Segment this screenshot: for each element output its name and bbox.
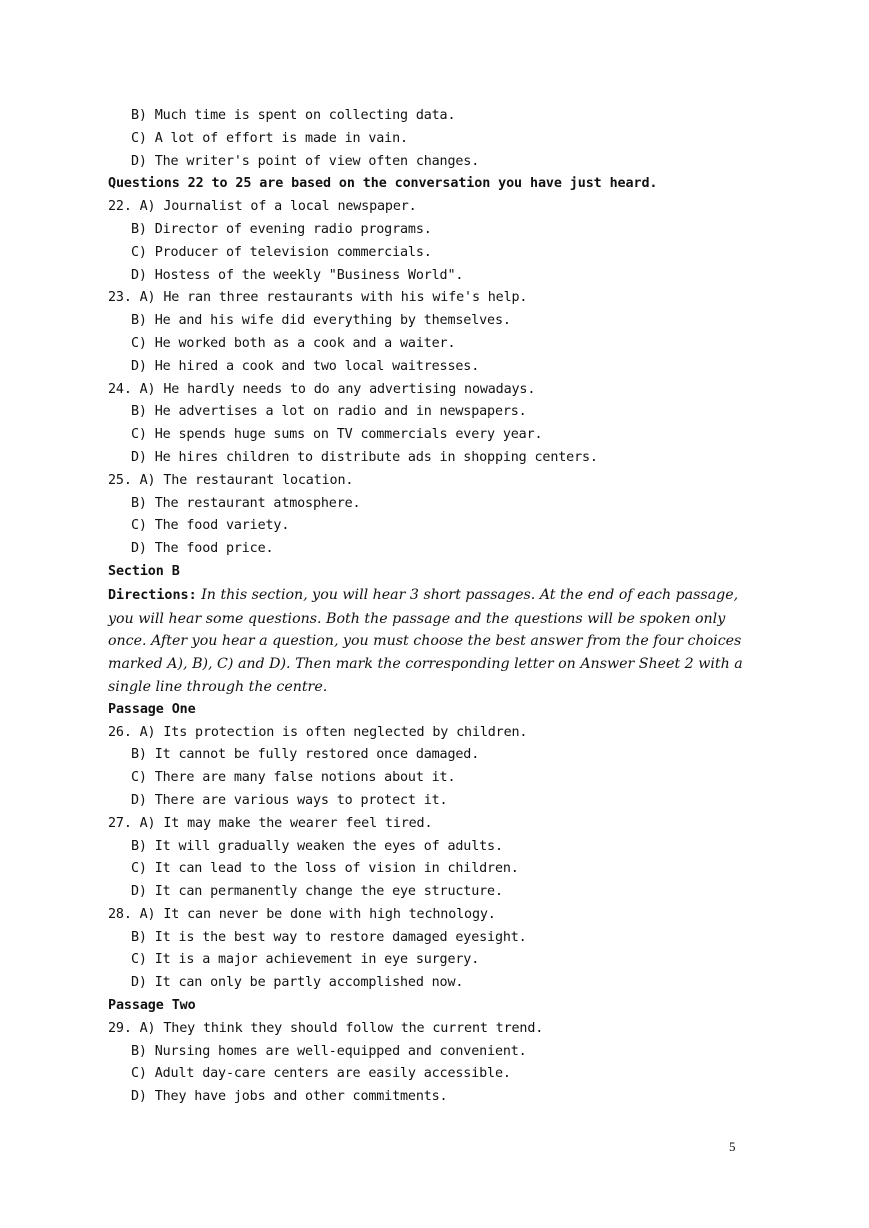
question-26-option-a: 26. A) Its protection is often neglected by children. xyxy=(108,724,528,740)
question-26-option-d: D) There are various ways to protect it. xyxy=(131,792,448,808)
page-number: 5 xyxy=(729,1139,736,1154)
section-b-title: Section B xyxy=(108,563,180,579)
question-25-option-c: C) The food variety. xyxy=(131,518,290,534)
question-29-option-b: B) Nursing homes are well-equipped and convenient. xyxy=(131,1043,527,1059)
question-29-option-c: C) Adult day-care centers are easily accessible. xyxy=(131,1066,511,1082)
question-28-option-b: B) It is the best way to restore damaged eyesight. xyxy=(131,929,527,945)
option-21-c: C) A lot of effort is made in vain. xyxy=(131,130,408,146)
question-23-option-a: 23. A) He ran three restaurants with his wife's help. xyxy=(108,290,528,306)
question-24-option-a: 24. A) He hardly needs to do any advertising nowadays. xyxy=(108,381,536,397)
directions-label: Directions: xyxy=(108,587,197,603)
question-24-option-c: C) He spends huge sums on TV commercials every year. xyxy=(131,427,543,443)
question-22-option-c: C) Producer of television commercials. xyxy=(131,244,432,260)
exam-page xyxy=(108,105,808,1109)
question-25-option-d: D) The food price. xyxy=(131,541,274,557)
question-22-option-b: B) Director of evening radio programs. xyxy=(131,221,432,237)
passage-one-title: Passage One xyxy=(108,701,196,717)
question-25-option-b: B) The restaurant atmosphere. xyxy=(131,495,361,511)
question-27-option-b: B) It will gradually weaken the eyes of adults. xyxy=(131,838,503,854)
section-b-directions xyxy=(108,584,768,699)
option-21-d: D) The writer's point of view often changes. xyxy=(131,153,480,169)
question-27-option-d: D) It can permanently change the eye structure. xyxy=(131,884,503,900)
question-26-option-c: C) There are many false notions about it. xyxy=(131,770,456,786)
question-23-option-d: D) He hired a cook and two local waitresses. xyxy=(131,358,480,374)
passage-two-title: Passage Two xyxy=(108,998,196,1014)
question-29-option-d: D) They have jobs and other commitments. xyxy=(131,1089,448,1105)
question-25-option-a: 25. A) The restaurant location. xyxy=(108,472,354,488)
conversation-heading: Questions 22 to 25 are based on the conversation you have just heard. xyxy=(108,176,658,192)
question-27-option-c: C) It can lead to the loss of vision in children. xyxy=(131,861,519,877)
question-23-option-b: B) He and his wife did everything by themselves. xyxy=(131,313,511,329)
question-24-option-d: D) He hires children to distribute ads in shopping centers. xyxy=(131,449,598,465)
question-22-option-a: 22. A) Journalist of a local newspaper. xyxy=(108,199,417,215)
question-29-option-a: 29. A) They think they should follow the current trend. xyxy=(108,1020,544,1036)
question-28-option-c: C) It is a major achievement in eye surgery. xyxy=(131,952,480,968)
question-26-option-b: B) It cannot be fully restored once damaged. xyxy=(131,747,480,763)
question-22-option-d: D) Hostess of the weekly "Business World". xyxy=(131,267,464,283)
question-23-option-c: C) He worked both as a cook and a waiter. xyxy=(131,335,456,351)
question-24-option-b: B) He advertises a lot on radio and in newspapers. xyxy=(131,404,527,420)
question-28-option-a: 28. A) It can never be done with high technology. xyxy=(108,906,496,922)
question-28-option-d: D) It can only be partly accomplished now. xyxy=(131,975,464,991)
question-27-option-a: 27. A) It may make the wearer feel tired. xyxy=(108,815,433,831)
directions-text: In this section, you will hear 3 short passages. At the end of each passage, you will hear some questions. Both the passage and the questions will be spoken only once. After you hear a question, you must choose the best answer from the four choices marked A), B), C) and D). Then mark the corresponding letter on Answer Sheet 2 with a single line through the centre. xyxy=(108,586,743,695)
option-21-b: B) Much time is spent on collecting data. xyxy=(131,108,456,123)
